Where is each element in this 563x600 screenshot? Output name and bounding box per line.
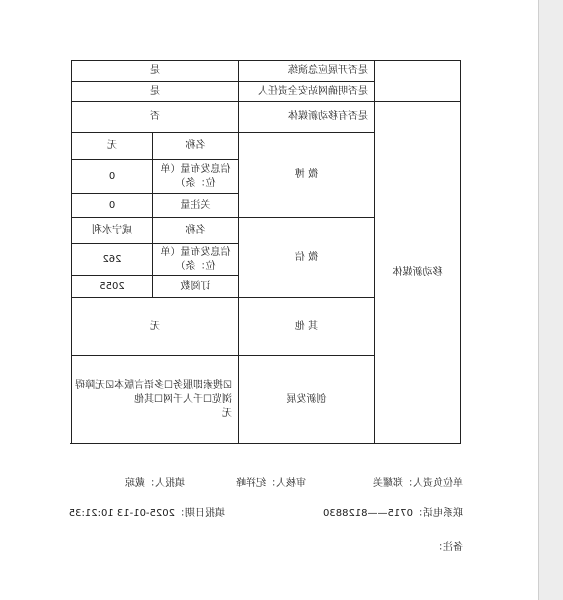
row-spacer	[375, 61, 461, 102]
mobile-media-section-label: 移动新媒体	[375, 102, 461, 444]
innovation-options	[72, 356, 239, 444]
filler: 填报人：戴琼	[125, 478, 185, 489]
mobile-media-answer: 否	[72, 102, 239, 133]
innovation-checkbox-list: ☑搜索即服务☐多语言版本☑无障碍浏览☐千人千网☐其他	[75, 379, 232, 405]
wechat-subscribers-label: 订阅数	[153, 276, 239, 298]
safety-officer-question: 是否明确网站安全责任人	[239, 82, 375, 102]
innovation-other-value: 无	[222, 407, 232, 419]
mobile-media-question: 是否有移动新媒体	[239, 102, 375, 133]
weibo-followers-label: 关注量	[153, 194, 239, 218]
innovation-section-label: 创新发展	[239, 356, 375, 444]
reviewer: 审核人：纪祥峰	[236, 478, 306, 489]
remarks: 备注：	[433, 542, 463, 553]
unit-head: 单位负责人：郑耀美	[373, 478, 463, 489]
weibo-name-label: 名称	[153, 133, 239, 160]
wechat-subscribers-value: 2055	[72, 276, 153, 298]
weibo-followers-value: 0	[72, 194, 153, 218]
weibo-posts-label: 信息发布量（单位：条）	[153, 160, 239, 194]
wechat-posts-value: 262	[72, 244, 153, 276]
wechat-name-label: 名称	[153, 218, 239, 244]
weibo-label: 微 博	[239, 133, 375, 218]
vertical-scrollbar[interactable]	[539, 0, 563, 600]
emergency-drill-question: 是否开展应急演练	[239, 61, 375, 82]
wechat-name-value: 咸宁水利	[72, 218, 153, 244]
website-report-table	[71, 60, 461, 444]
contact-phone: 联系电话：0715——8128830	[323, 508, 463, 519]
emergency-drill-answer: 是	[72, 61, 239, 82]
table-row	[72, 61, 461, 82]
table-row	[72, 102, 461, 133]
wechat-label: 微 信	[239, 218, 375, 298]
other-media-label: 其 他	[239, 298, 375, 356]
other-media-value: 无	[72, 298, 239, 356]
weibo-posts-value: 0	[72, 160, 153, 194]
weibo-name-value: 无	[72, 133, 153, 160]
safety-officer-answer: 是	[72, 82, 239, 102]
wechat-posts-label: 信息发布量（单位：条）	[153, 244, 239, 276]
fill-date: 填报日期：2025-01-13 10:21:35	[68, 508, 225, 519]
